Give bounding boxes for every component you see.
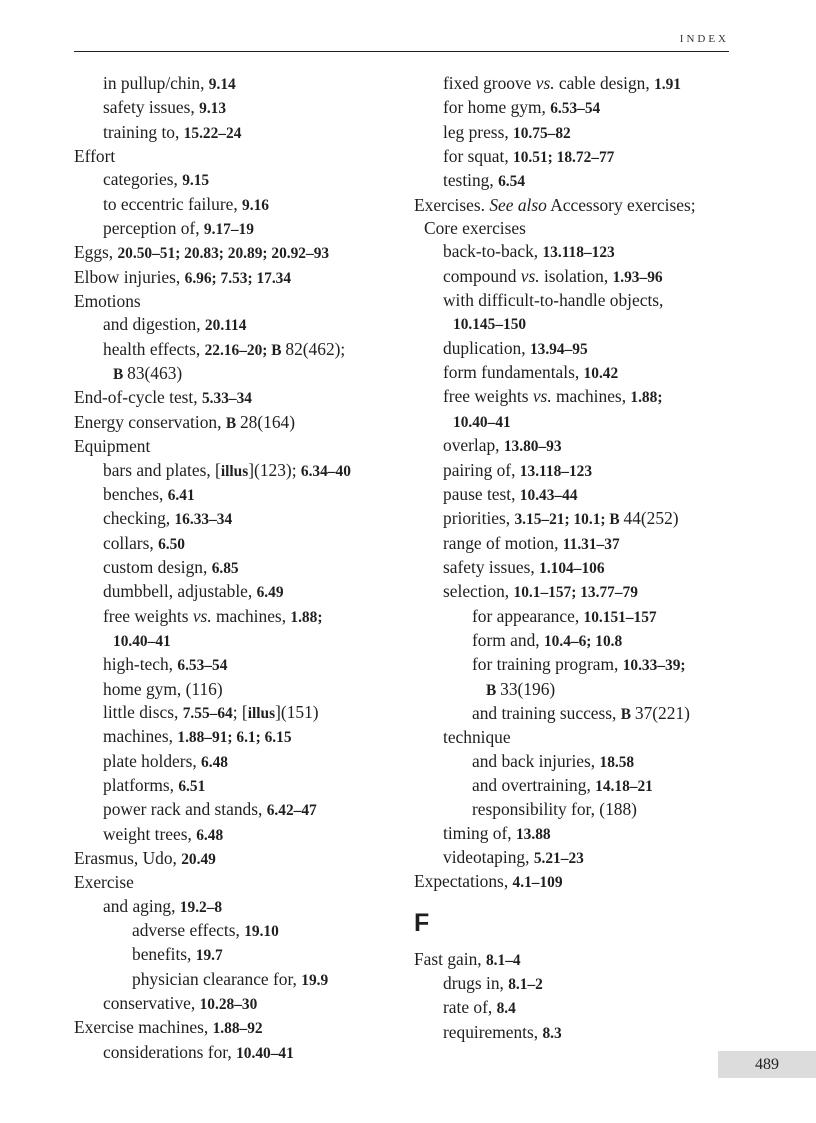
page-reference: 14.18–21 bbox=[595, 777, 653, 795]
index-subentry bbox=[414, 507, 734, 531]
page-reference: 10.43–44 bbox=[519, 486, 578, 504]
page-reference: B bbox=[620, 705, 635, 723]
entry-text: form fundamentals, bbox=[443, 362, 584, 383]
entry-text: selection, bbox=[443, 581, 514, 602]
page-reference: B bbox=[113, 366, 128, 384]
index-subentry bbox=[414, 822, 734, 846]
entry-text: Eggs, bbox=[74, 242, 118, 263]
page-reference: 8.3 bbox=[542, 1024, 562, 1042]
index-subentry bbox=[74, 701, 404, 725]
index-main-entry bbox=[74, 1016, 404, 1040]
entry-text: ](123); bbox=[248, 459, 301, 480]
index-subentry bbox=[74, 338, 404, 362]
page-reference: 18.58 bbox=[599, 753, 635, 771]
entry-text: Exercises. bbox=[414, 194, 490, 215]
index-subentry bbox=[414, 169, 734, 193]
index-subentry bbox=[74, 678, 404, 701]
entry-text: pause test, bbox=[443, 483, 520, 504]
index-subentry bbox=[74, 653, 404, 677]
page-reference: 11.31–37 bbox=[562, 535, 620, 553]
entry-text: checking, bbox=[103, 508, 175, 529]
page-reference: 20.49 bbox=[181, 851, 216, 868]
page-reference: 6.54 bbox=[498, 173, 526, 191]
entry-text: Exercise bbox=[74, 872, 134, 893]
entry-text: Elbow injuries, bbox=[74, 266, 185, 287]
entry-text: perception of, bbox=[103, 218, 204, 239]
index-subentry bbox=[74, 823, 404, 847]
page-reference: 6.34–40 bbox=[300, 462, 351, 480]
entry-text: timing of, bbox=[443, 822, 516, 843]
entry-text: to eccentric failure, bbox=[103, 193, 243, 214]
page-reference: 8.1–2 bbox=[508, 976, 543, 994]
entry-text: responsibility for, (188) bbox=[472, 799, 637, 820]
page-reference: 9.17–19 bbox=[203, 221, 254, 239]
page-reference: 6.51 bbox=[178, 777, 206, 795]
index-main-entry bbox=[74, 386, 404, 410]
entry-text: priorities, bbox=[443, 508, 515, 529]
entry-text: form and, bbox=[472, 629, 544, 650]
index-subentry bbox=[74, 507, 404, 531]
index-subentry bbox=[74, 895, 404, 919]
index-main-entry bbox=[414, 870, 734, 894]
page-reference: 13.94–95 bbox=[529, 340, 588, 358]
page-reference: 1.93–96 bbox=[612, 268, 663, 286]
page-reference: 6.50 bbox=[158, 535, 185, 553]
page-reference: 6.53–54 bbox=[550, 100, 601, 118]
entry-text: training to, bbox=[103, 121, 184, 142]
page-reference: 20.50–51; 20.83; 20.89; 20.92–93 bbox=[117, 245, 330, 263]
entry-text: plate holders, bbox=[103, 750, 202, 771]
page-reference: 6.41 bbox=[167, 486, 195, 504]
page-reference: 6.53–54 bbox=[177, 657, 228, 675]
entry-text: in pullup/chin, bbox=[103, 73, 209, 93]
index-main-entry bbox=[74, 411, 404, 435]
entry-text: and back injuries, bbox=[472, 750, 600, 771]
index-subentry bbox=[74, 362, 404, 386]
page-reference: 13.88 bbox=[515, 825, 551, 843]
index-subentry bbox=[414, 580, 734, 604]
entry-text: free weights bbox=[103, 605, 193, 626]
entry-text: dumbbell, adjustable, bbox=[103, 581, 257, 602]
entry-text: 44(252) bbox=[623, 508, 679, 529]
page-number: 489 bbox=[718, 1051, 816, 1078]
index-subentry bbox=[414, 121, 734, 145]
entry-text: Equipment bbox=[74, 436, 151, 457]
index-subentry bbox=[414, 774, 734, 798]
entry-text: little discs, bbox=[103, 701, 183, 722]
index-subentry bbox=[74, 798, 404, 822]
entry-text: 37(221) bbox=[634, 702, 690, 723]
page-reference: 9.13 bbox=[199, 100, 227, 118]
index-subentry bbox=[414, 410, 734, 434]
page-reference: 10.40–41 bbox=[453, 413, 511, 431]
entry-text: Fast gain, bbox=[414, 948, 486, 969]
index-main-entry bbox=[74, 290, 404, 313]
entry-text: machines, bbox=[103, 726, 178, 747]
entry-text: 83(463) bbox=[127, 363, 183, 384]
entry-text: benches, bbox=[103, 483, 168, 504]
page-reference: 9.15 bbox=[182, 172, 210, 190]
page-reference: 19.2–8 bbox=[179, 898, 223, 916]
index-column-right bbox=[414, 72, 734, 1045]
page-reference: 1.88; bbox=[290, 608, 323, 626]
entry-text: custom design, bbox=[103, 556, 212, 577]
entry-text: and digestion, bbox=[103, 314, 205, 335]
italic-term: vs. bbox=[535, 73, 555, 93]
page-reference: 1.88–92 bbox=[212, 1020, 263, 1038]
italic-term: vs. bbox=[520, 265, 540, 286]
page-reference: 19.10 bbox=[244, 923, 279, 941]
entry-text: drugs in, bbox=[443, 973, 509, 994]
entry-text: and aging, bbox=[103, 895, 180, 916]
entry-text: Effort bbox=[74, 146, 116, 167]
page-reference: 10.51; 18.72–77 bbox=[513, 149, 615, 167]
entry-text: machines, bbox=[551, 386, 631, 407]
entry-text: conservative, bbox=[103, 993, 200, 1014]
page-reference: 13.80–93 bbox=[503, 438, 562, 456]
index-subentry bbox=[74, 459, 404, 483]
page-reference: 1.104–106 bbox=[539, 559, 605, 577]
italic-term: vs. bbox=[192, 605, 212, 626]
page-reference: 6.85 bbox=[211, 559, 239, 577]
entry-text: fixed groove bbox=[443, 73, 536, 93]
page-reference: 1.91 bbox=[654, 76, 681, 93]
running-head: INDEX bbox=[679, 33, 729, 45]
index-subentry bbox=[74, 483, 404, 507]
index-subentry bbox=[74, 580, 404, 604]
entry-text: Emotions bbox=[74, 291, 141, 312]
entry-text: collars, bbox=[103, 532, 159, 553]
entry-text: 82(462); bbox=[285, 338, 346, 359]
page-reference: B bbox=[225, 414, 240, 432]
page-reference: 10.28–30 bbox=[199, 996, 258, 1014]
index-subentry bbox=[414, 678, 734, 702]
entry-text: requirements, bbox=[443, 1021, 543, 1042]
index-subentry bbox=[414, 846, 734, 870]
page-reference: 10.40–41 bbox=[236, 1044, 294, 1062]
page-reference: 20.114 bbox=[204, 317, 247, 335]
page-reference: 10.145–150 bbox=[453, 316, 527, 334]
page-reference: 9.14 bbox=[208, 76, 236, 93]
page-reference: 6.48 bbox=[196, 826, 224, 844]
entry-text: ](151) bbox=[275, 701, 319, 722]
entry-text: 33(196) bbox=[500, 678, 556, 699]
index-subentry bbox=[74, 992, 404, 1016]
entry-text: back-to-back, bbox=[443, 241, 543, 262]
page-reference: 13.118–123 bbox=[542, 244, 615, 262]
entry-text: Energy conservation, bbox=[74, 411, 226, 432]
index-subentry bbox=[414, 726, 734, 749]
entry-text: pairing of, bbox=[443, 459, 520, 480]
entry-text: and overtraining, bbox=[472, 774, 596, 795]
entry-text: overlap, bbox=[443, 435, 504, 456]
page-reference: 10.4–6; 10.8 bbox=[543, 632, 623, 650]
index-subentry bbox=[74, 72, 404, 96]
index-main-entry bbox=[74, 847, 404, 871]
entry-text: ; [ bbox=[232, 701, 248, 722]
index-subentry bbox=[74, 750, 404, 774]
index-subentry bbox=[414, 240, 734, 264]
index-subentry bbox=[414, 629, 734, 653]
entry-text: bars and plates, [ bbox=[103, 459, 221, 480]
page-reference: 19.7 bbox=[195, 947, 223, 965]
index-subentry bbox=[414, 459, 734, 483]
entry-text: home gym, (116) bbox=[103, 678, 223, 699]
page-reference: 1.88–91; 6.1; 6.15 bbox=[177, 729, 292, 747]
entry-text: for home gym, bbox=[443, 97, 551, 118]
entry-text: health effects, bbox=[103, 338, 205, 359]
index-subentry bbox=[414, 434, 734, 458]
entry-text: for squat, bbox=[443, 146, 514, 167]
entry-text: Core exercises bbox=[424, 218, 526, 239]
page-reference: 10.40–41 bbox=[113, 632, 171, 650]
index-subentry bbox=[74, 919, 404, 943]
index-subentry bbox=[74, 629, 404, 653]
page-reference: 10.75–82 bbox=[513, 124, 571, 142]
index-subentry bbox=[414, 556, 734, 580]
entry-text: End-of-cycle test, bbox=[74, 387, 202, 408]
index-subentry bbox=[414, 702, 734, 726]
entry-text: compound bbox=[443, 265, 521, 286]
entry-text: categories, bbox=[103, 169, 183, 190]
index-subentry bbox=[414, 217, 734, 240]
page-reference: illus bbox=[247, 704, 276, 722]
index-subentry bbox=[414, 996, 734, 1020]
entry-text: considerations for, bbox=[103, 1041, 237, 1062]
entry-text: range of motion, bbox=[443, 532, 563, 553]
entry-text: safety issues, bbox=[443, 556, 540, 577]
index-main-entry bbox=[414, 948, 734, 972]
index-subentry bbox=[74, 605, 404, 629]
page-reference: 6.49 bbox=[256, 584, 284, 602]
index-subentry bbox=[414, 289, 734, 312]
page-reference: 22.16–20; B bbox=[204, 341, 286, 359]
page-reference: 1.88; bbox=[630, 389, 663, 407]
page-reference: 8.1–4 bbox=[485, 951, 521, 969]
page-reference: 10.1–157; 13.77–79 bbox=[513, 584, 638, 602]
index-subentry bbox=[74, 168, 404, 192]
page-reference: 19.9 bbox=[301, 971, 329, 989]
index-main-entry bbox=[414, 194, 734, 217]
index-subentry bbox=[414, 483, 734, 507]
entry-text: cable design, bbox=[554, 73, 655, 93]
index-subentry bbox=[414, 361, 734, 385]
page-reference: 10.151–157 bbox=[583, 608, 657, 626]
page-reference: 15.22–24 bbox=[183, 124, 242, 142]
entry-text: for training program, bbox=[472, 654, 623, 675]
index-subentry bbox=[74, 1041, 404, 1065]
index-subentry bbox=[414, 72, 734, 96]
entry-text: testing, bbox=[443, 170, 499, 191]
entry-text: Exercise machines, bbox=[74, 1017, 213, 1038]
entry-text: technique bbox=[443, 727, 511, 748]
entry-text: for appearance, bbox=[472, 605, 584, 626]
page-reference: 5.33–34 bbox=[201, 390, 252, 408]
page-reference: 8.4 bbox=[496, 1000, 516, 1018]
entry-text: machines, bbox=[211, 605, 291, 626]
entry-text: weight trees, bbox=[103, 823, 197, 844]
entry-text: Expectations, bbox=[414, 871, 513, 892]
italic-term: vs. bbox=[532, 386, 552, 407]
page-reference: 7.55–64 bbox=[182, 704, 233, 722]
entry-text: power rack and stands, bbox=[103, 799, 267, 820]
index-subentry bbox=[414, 653, 734, 677]
page-reference: 3.15–21; 10.1; B bbox=[514, 511, 624, 529]
index-subentry bbox=[414, 750, 734, 774]
page-reference: 10.42 bbox=[583, 365, 619, 383]
index-main-entry bbox=[74, 241, 404, 265]
index-subentry bbox=[414, 532, 734, 556]
index-subentry bbox=[74, 217, 404, 241]
page-reference: 4.1–109 bbox=[512, 874, 563, 892]
page-reference: 5.21–23 bbox=[533, 850, 584, 867]
section-letter: F bbox=[414, 908, 430, 937]
index-subentry bbox=[414, 337, 734, 361]
index-subentry bbox=[74, 121, 404, 145]
entry-text: 28(164) bbox=[239, 411, 295, 432]
entry-text: videotaping, bbox=[443, 847, 534, 867]
page-reference: B bbox=[486, 681, 501, 699]
index-subentry bbox=[414, 145, 734, 169]
index-subentry bbox=[74, 725, 404, 749]
index-subentry bbox=[414, 798, 734, 821]
entry-text: safety issues, bbox=[103, 97, 200, 118]
index-subentry bbox=[74, 313, 404, 337]
page-reference: 16.33–34 bbox=[174, 511, 233, 529]
index-subentry bbox=[74, 556, 404, 580]
entry-text: benefits, bbox=[132, 944, 196, 965]
index-subentry bbox=[414, 385, 734, 409]
page-reference: 6.42–47 bbox=[266, 802, 317, 820]
index-subentry bbox=[74, 532, 404, 556]
entry-text: leg press, bbox=[443, 121, 514, 142]
index-subentry bbox=[74, 193, 404, 217]
entry-text: platforms, bbox=[103, 774, 179, 795]
index-subentry bbox=[414, 1021, 734, 1045]
entry-text: rate of, bbox=[443, 997, 497, 1018]
header-rule bbox=[74, 51, 729, 52]
index-main-entry bbox=[74, 145, 404, 168]
index-subentry bbox=[74, 774, 404, 798]
index-subentry bbox=[414, 605, 734, 629]
index-main-entry bbox=[74, 266, 404, 290]
index-subentry bbox=[414, 972, 734, 996]
page-reference: 6.96; 7.53; 17.34 bbox=[184, 269, 292, 287]
entry-text: duplication, bbox=[443, 337, 530, 358]
page-reference: 13.118–123 bbox=[519, 462, 593, 480]
entry-text: high-tech, bbox=[103, 654, 178, 675]
page-reference: illus bbox=[220, 462, 249, 480]
index-subentry bbox=[74, 96, 404, 120]
page-reference: 6.48 bbox=[201, 753, 228, 771]
index-main-entry bbox=[74, 435, 404, 458]
index-subentry bbox=[414, 312, 734, 336]
index-subentry bbox=[414, 265, 734, 289]
page-reference: 10.33–39; bbox=[622, 657, 686, 675]
entry-text: isolation, bbox=[539, 265, 613, 286]
entry-text: Erasmus, Udo, bbox=[74, 848, 182, 868]
index-subentry bbox=[414, 96, 734, 120]
index-subentry bbox=[74, 943, 404, 967]
entry-text: Accessory exercises; bbox=[546, 194, 696, 215]
index-column-left bbox=[74, 72, 404, 1065]
entry-text: adverse effects, bbox=[132, 920, 245, 941]
page-reference: 9.16 bbox=[242, 196, 269, 214]
entry-text: with difficult-to-handle objects, bbox=[443, 290, 664, 311]
entry-text: and training success, bbox=[472, 702, 621, 723]
entry-text: free weights bbox=[443, 386, 533, 407]
index-subentry bbox=[74, 968, 404, 992]
entry-text: physician clearance for, bbox=[132, 968, 302, 989]
italic-term: See also bbox=[489, 194, 547, 215]
index-main-entry bbox=[74, 871, 404, 894]
